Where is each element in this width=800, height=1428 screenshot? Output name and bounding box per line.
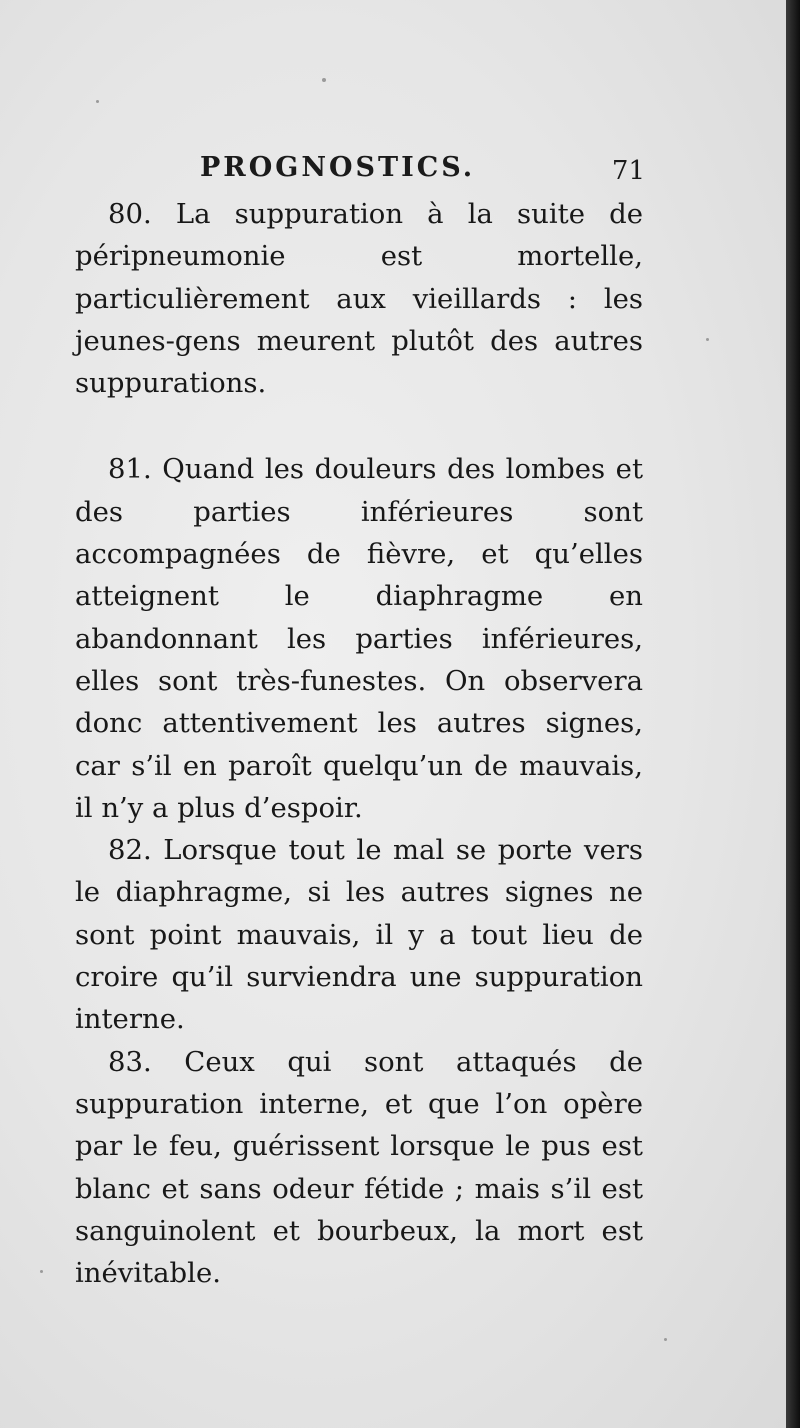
paper-speck — [40, 1270, 43, 1273]
body-text — [75, 193, 643, 1294]
paper-speck — [96, 100, 99, 103]
running-title: PROGNOSTICS. — [200, 152, 476, 183]
page-number: 71 — [611, 156, 645, 186]
paragraph-83: 83. Ceux qui sont attaqués de suppuration interne, et que l’on opère par le feu, guérissent lorsque le pus est blanc et sans odeur fétide ; mais s’il est sanguinolent et bourbeux, la mort est inévitable. — [75, 1045, 643, 1290]
paper-speck — [322, 78, 326, 82]
paper-speck — [664, 1338, 667, 1341]
paragraph-spacer — [75, 404, 643, 448]
paragraph-81: 81. Quand les douleurs des lombes et des parties inférieures sont accompagnées de fièvre, et qu’elles atteignent le diaphragme en abandonnant les parties inférieures, elles sont très-funestes. On observera donc attentivement les autres signes, car s’il en paroît quelqu’un de mauvais, il n’y a plus d’espoir. — [75, 453, 643, 824]
page-header — [200, 152, 645, 192]
page-edge — [786, 0, 800, 1428]
paragraph-82: 82. Lorsque tout le mal se porte vers le diaphragme, si les autres signes ne sont point mauvais, il y a tout lieu de croire qu’il surviendra une suppuration interne. — [75, 834, 643, 1036]
paragraph-80: 80. La suppuration à la suite de péripneumonie est mortelle, particulièrement aux vieillards : les jeunes-gens meurent plutôt des autres suppurations. — [75, 198, 643, 400]
paper-speck — [706, 338, 709, 341]
